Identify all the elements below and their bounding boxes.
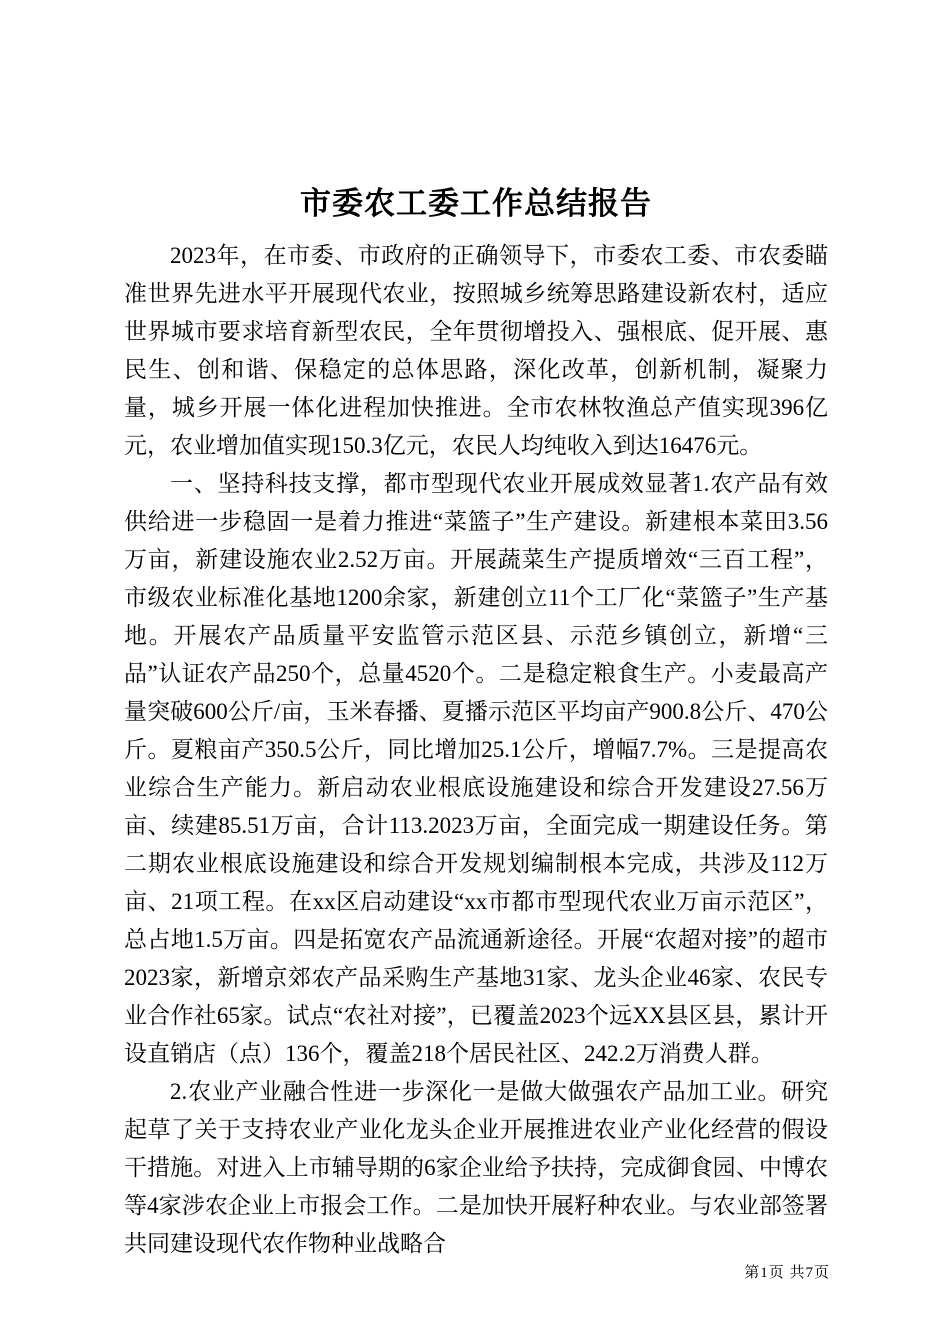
page-number-indicator: 第1页 共7页 (744, 1265, 830, 1281)
paragraph-section-2: 2.农业产业融合性进一步深化一是做大做强农产品加工业。研究起草了关于支持农业产业化龙头企业开展推进农业产业化经营的假设干措施。对进入上市辅导期的6家企业给予扶持，完成御食园、中博农等4家涉农企业上市报会工作。二是加快开展籽种农业。与农业部签署共同建设现代农作物种业战略合 (124, 1079, 828, 1256)
document-body (124, 237, 828, 1263)
paragraph-section-1: 一、坚持科技支撑，都市型现代农业开展成效显著1.农产品有效供给进一步稳固一是着力推进“菜篮子”生产建设。新建根本菜田3.56万亩，新建设施农业2.52万亩。开展蔬菜生产提质增效“三百工程”，市级农业标准化基地1200余家，新建创立11个工厂化“菜篮子”生产基地。开展农产品质量平安监管示范区县、示范乡镇创立，新增“三品”认证农产品250个，总量4520个。二是稳定粮食生产。小麦最高产量突破600公斤/亩，玉米春播、夏播示范区平均亩产900.8公斤、470公斤。夏粮亩产350.5公斤，同比增加25.1公斤，增幅7.7%。三是提高农业综合生产能力。新启动农业根底设施建设和综合开发建设27.56万亩、续建85.51万亩，合计113.2023万亩，全面完成一期建设任务。第二期农业根底设施建设和综合开发规划编制根本完成，共涉及112万亩、21项工程。在xx区启动建设“xx市都市型现代农业万亩示范区”，总占地1.5万亩。四是拓宽农产品流通新途径。开展“农超对接”的超市2023家，新增京郊农产品采购生产基地31家、龙头企业46家、农民专业合作社65家。试点“农社对接”，已覆盖2023个远XX县区县，累计开设直销店（点）136个，覆盖218个居民社区、242.2万消费人群。 (124, 471, 828, 1066)
paragraph-intro: 2023年，在市委、市政府的正确领导下，市委农工委、市农委瞄准世界先进水平开展现代农业，按照城乡统筹思路建设新农村，适应世界城市要求培育新型农民，全年贯彻增投入、强根底、促开展、惠民生、创和谐、保稳定的总体思路，深化改革，创新机制，凝聚力量，城乡开展一体化进程加快推进。全市农林牧渔总产值实现396亿元，农业增加值实现150.3亿元，农民人均纯收入到达16476元。 (124, 243, 828, 458)
document-title: 市委农工委工作总结报告 (300, 186, 652, 221)
